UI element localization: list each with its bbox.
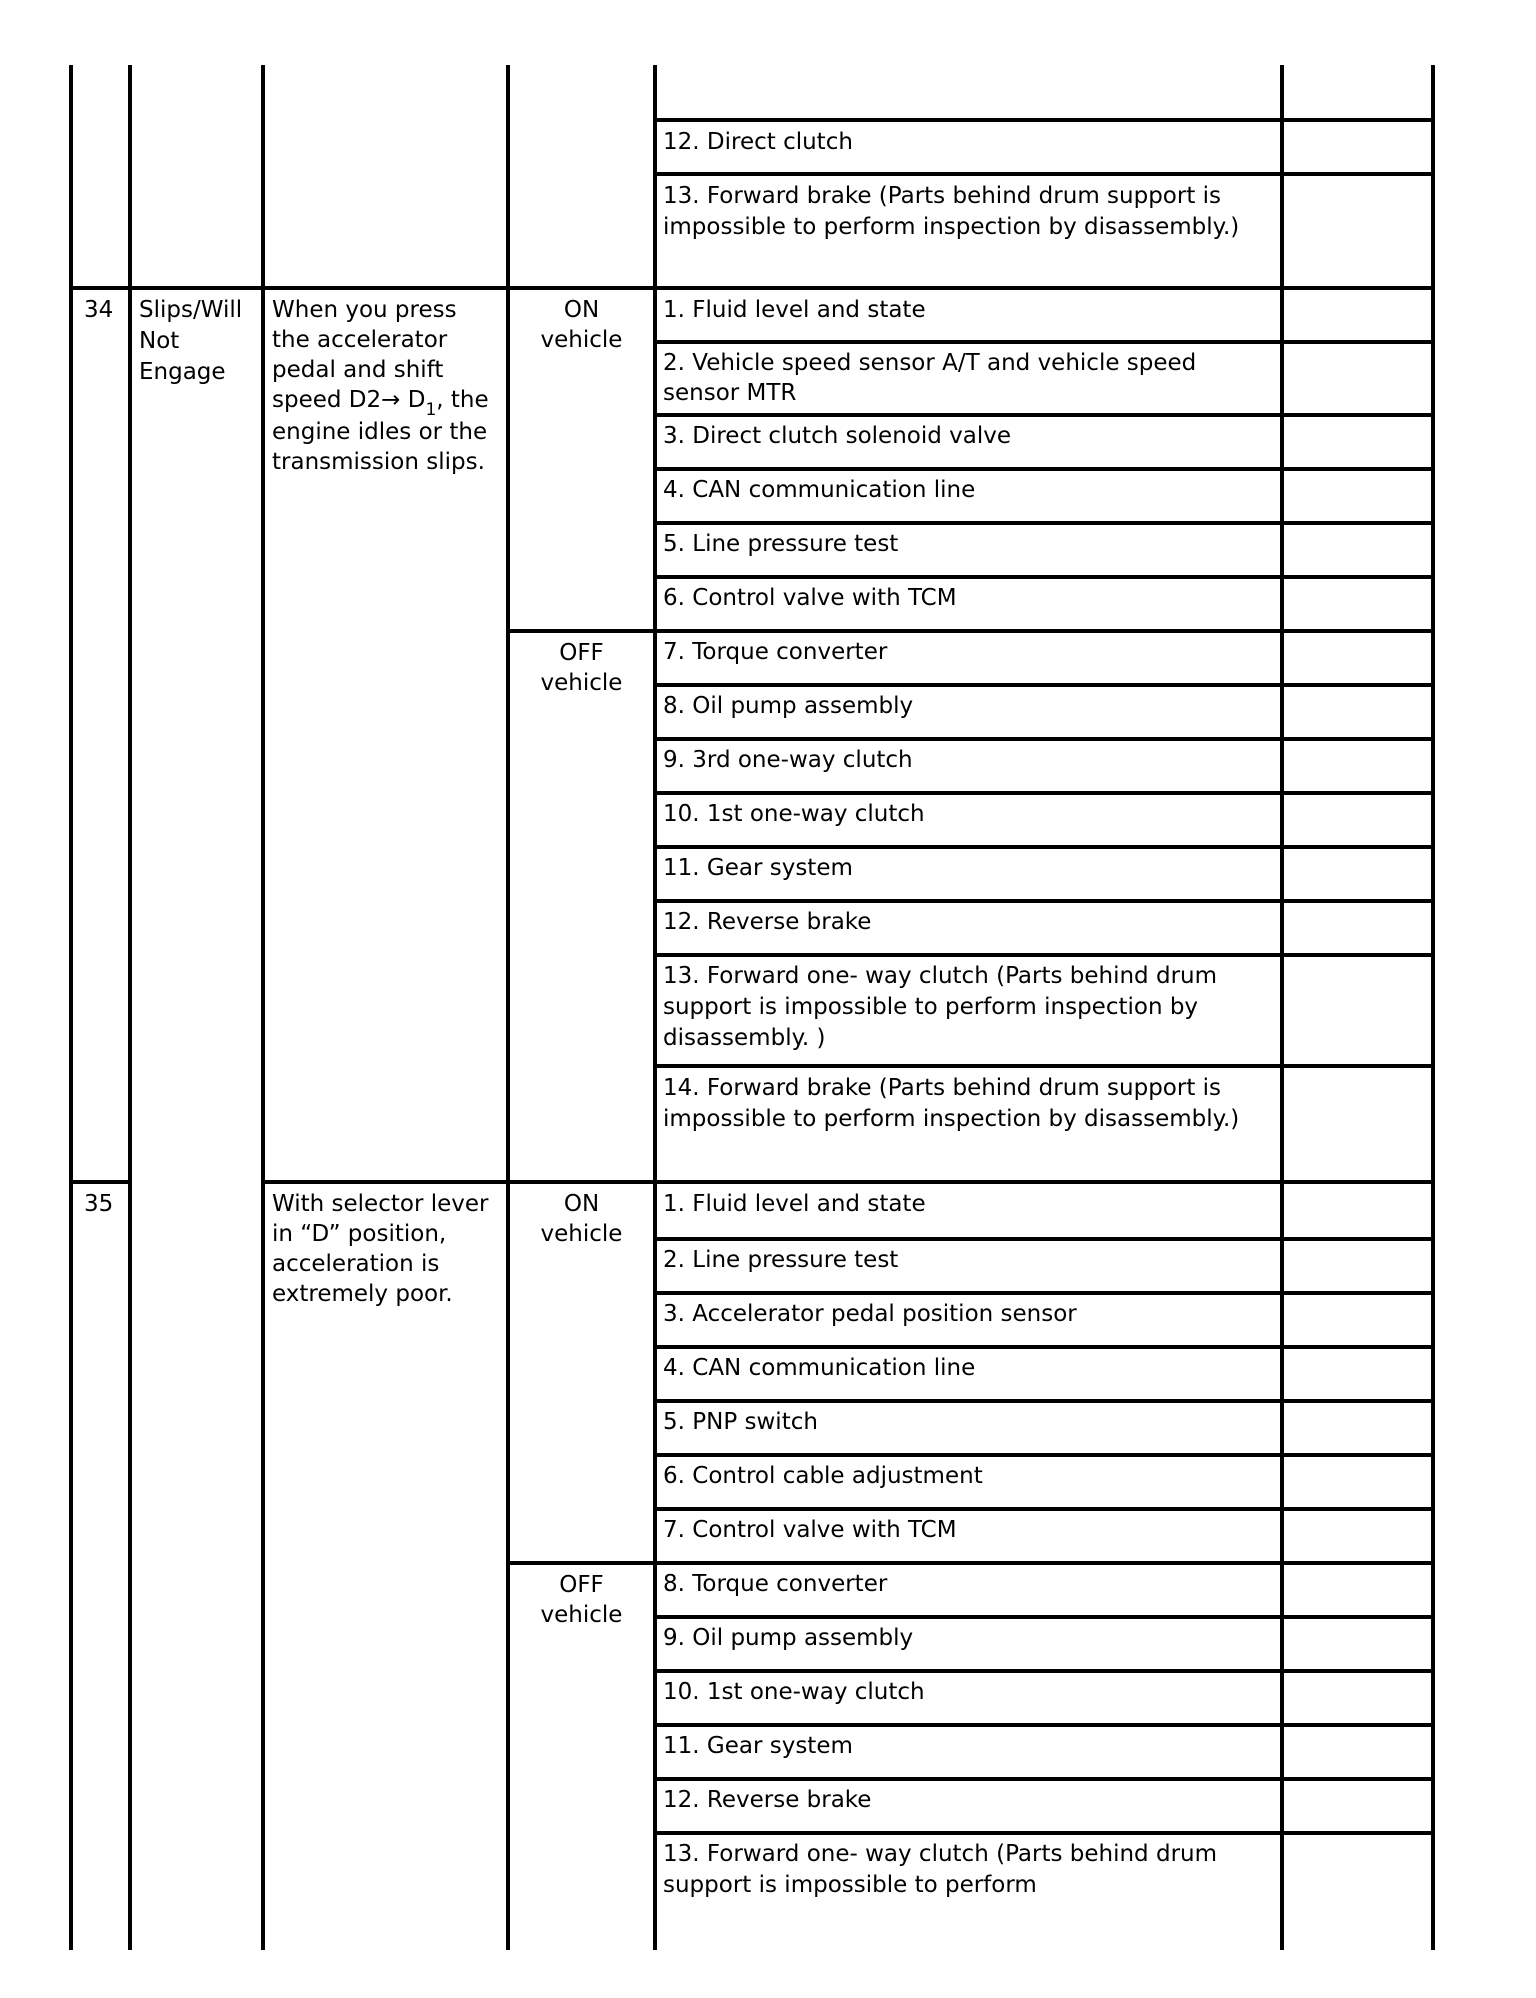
inspection-item: 2. Vehicle speed sensor A/T and vehicle speed sensor MTR [663,350,1197,406]
row-number: 34 [84,297,114,323]
row-line [653,1345,1435,1349]
inspection-item: 9. Oil pump assembly [663,1625,914,1651]
row-line [653,340,1435,344]
inspection-item: 10. 1st one-way clutch [663,1679,925,1705]
label-line: vehicle [540,1602,623,1628]
label-line: OFF [559,640,604,666]
row-line [653,413,1435,417]
symptom [139,295,242,388]
inspection-item: 13. Forward one- way clutch (Parts behind drum support is impossible to perform inspection by disassembly. ) [663,963,1218,1051]
column-line [1280,65,1284,1950]
inspection-item: 9. 3rd one-way clutch [663,747,913,773]
inspection-item: 12. Reverse brake [663,1787,872,1813]
inspection-item: 14. Forward brake (Parts behind drum support is impossible to perform inspection by disassembly.) [663,1075,1240,1132]
row-line [653,1723,1435,1727]
group-line [506,1561,1435,1565]
on-vehicle-label [510,295,653,355]
label-line: vehicle [540,327,623,353]
off-vehicle-label [510,1570,653,1630]
row-line [653,1669,1435,1673]
symptom-line: Not [139,328,180,354]
symptom-line: Slips/Will [139,297,243,323]
label-line: ON [563,297,600,323]
inspection-item: 5. PNP switch [663,1409,818,1435]
row-line [653,1453,1435,1457]
inspection-item: 11. Gear system [663,855,853,881]
row-line [653,683,1435,687]
symptom-line: Engage [139,359,226,385]
row-line [653,575,1435,579]
row-line [653,172,1435,176]
column-line [653,65,657,1950]
row-line [653,899,1435,903]
row-number: 35 [84,1191,114,1217]
condition-description: With selector lever in “D” position, acceleration is extremely poor. [272,1191,489,1307]
row-line [653,1399,1435,1403]
condition-text: When you press the accelerator pedal and shift speed D2→ D [272,297,457,413]
label-line: vehicle [540,670,623,696]
column-line [261,65,265,1950]
column-line [1431,65,1435,1950]
off-vehicle-label [510,638,653,698]
condition-description [272,295,498,477]
inspection-item: 3. Direct clutch solenoid valve [663,423,1011,449]
inspection-item: 12. Reverse brake [663,909,872,935]
main-row-line [69,286,1435,290]
label-line: OFF [559,1572,604,1598]
row-line [653,1237,1435,1241]
inspection-item: 5. Line pressure test [663,531,899,557]
inspection-item: 10. 1st one-way clutch [663,801,925,827]
inspection-item: 7. Torque converter [663,639,888,665]
inspection-item: 8. Oil pump assembly [663,693,914,719]
row-line [653,845,1435,849]
group-line [506,629,1435,633]
row-line [653,467,1435,471]
inspection-item: 3. Accelerator pedal position sensor [663,1301,1077,1327]
inspection-item: 2. Line pressure test [663,1247,899,1273]
row-line [653,1507,1435,1511]
row-line [653,1291,1435,1295]
on-vehicle-label [510,1189,653,1249]
row-line [653,1831,1435,1835]
row-line [653,737,1435,741]
label-line: vehicle [540,1221,623,1247]
inspection-item: 11. Gear system [663,1733,853,1759]
inspection-item: 1. Fluid level and state [663,297,926,323]
row-line [653,1615,1435,1619]
main-row-line-35 [261,1180,1435,1184]
row-line [653,791,1435,795]
row-line [653,953,1435,957]
row-line [653,1777,1435,1781]
inspection-item: 4. CAN communication line [663,1355,976,1381]
condition-subscript: 1 [425,400,437,420]
inspection-item: 13. Forward one- way clutch (Parts behind drum support is impossible to perform [663,1841,1218,1898]
column-line [128,65,132,1950]
inspection-item: 7. Control valve with TCM [663,1517,957,1543]
label-line: ON [563,1191,600,1217]
column-line [69,65,73,1950]
row-line [653,1064,1435,1068]
inspection-item: 6. Control valve with TCM [663,585,957,611]
inspection-item: 12. Direct clutch [663,129,853,155]
inspection-item: 13. Forward brake (Parts behind drum support is impossible to perform inspection by disassembly.) [663,183,1240,240]
condition-text: , the engine idles or the transmission slips. [272,387,489,475]
inspection-item: 6. Control cable adjustment [663,1463,983,1489]
inspection-item: 1. Fluid level and state [663,1191,926,1217]
row-line [653,118,1435,122]
inspection-item: 8. Torque converter [663,1571,888,1597]
inspection-item: 4. CAN communication line [663,477,976,503]
row-line [653,521,1435,525]
main-row-line-35 [69,1180,132,1184]
